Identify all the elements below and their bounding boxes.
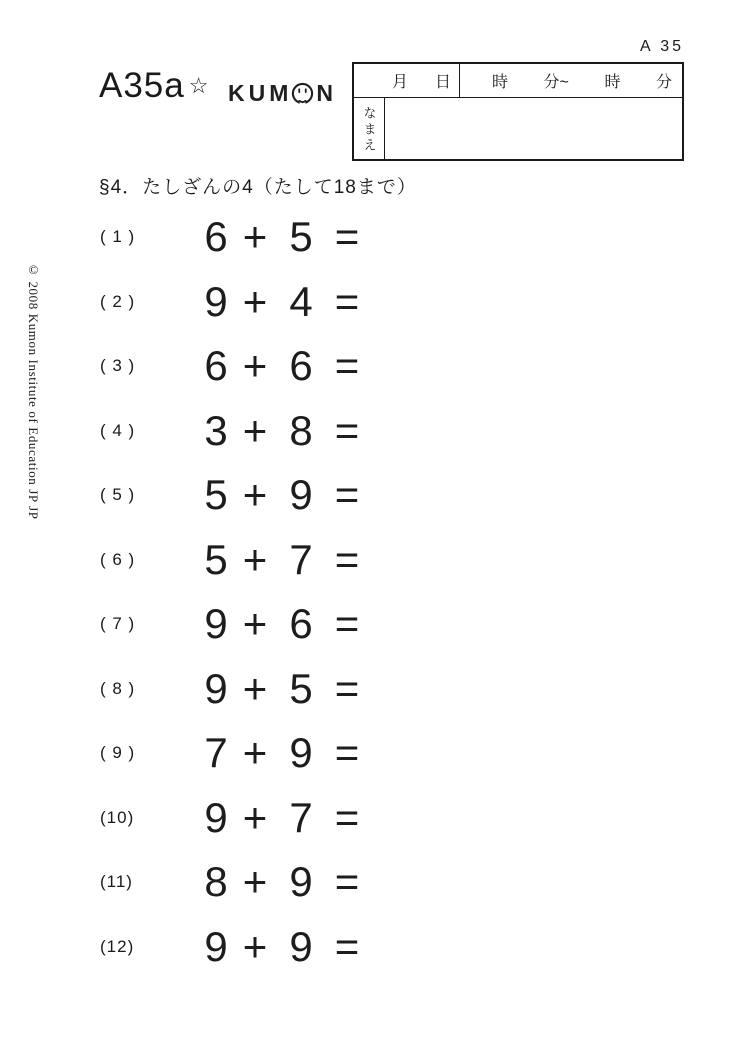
operand-1: 9 [204,600,228,648]
plus-operator: + [242,277,268,325]
plus-operator: + [242,922,268,970]
plus-operator: + [242,535,268,583]
operand-1: 9 [204,664,228,712]
operand-2: 6 [289,600,313,648]
problem-number-label: ( 9 ) [100,743,136,763]
problem-row [96,721,406,786]
operand-2: 7 [289,535,313,583]
plus-operator: + [242,600,268,648]
operand-2: 5 [289,213,313,261]
kumon-face-icon [292,82,316,105]
logo-text-right: N [316,80,338,106]
equals-sign: = [334,600,360,648]
problem-row [96,334,406,399]
operand-2: 5 [289,664,313,712]
operand-1: 6 [204,342,228,390]
equals-sign: = [334,213,360,261]
section-title: §4．たしざんの4（たして18まで） [99,177,417,198]
start-hour-label: 時 [492,74,509,91]
operand-2: 4 [289,277,313,325]
start-minute-label: 分~ [543,74,569,91]
equals-sign: = [334,406,360,454]
equals-sign: = [334,858,360,906]
equals-sign: = [334,277,360,325]
problem-row [96,786,406,851]
name-row [354,98,682,159]
operand-1: 5 [204,471,228,519]
problem-number-label: ( 4 ) [100,420,136,440]
problem-row [96,657,406,722]
end-minute-label: 分 [655,74,672,91]
equals-sign: = [334,664,360,712]
date-cell [354,64,460,97]
date-name-table [352,62,684,161]
problem-row [96,915,406,980]
worksheet-code [99,66,209,106]
page-number: A 35 [639,38,684,55]
operand-2: 9 [289,922,313,970]
operand-2: 8 [289,406,313,454]
date-time-row [354,64,682,98]
end-hour-label: 時 [604,74,621,91]
problem-number-label: ( 8 ) [100,678,136,698]
problem-row [96,528,406,593]
plus-operator: + [242,213,268,261]
problem-row [96,463,406,528]
time-cell [460,64,682,97]
operand-1: 9 [204,277,228,325]
operand-2: 9 [289,471,313,519]
problem-number-label: ( 5 ) [100,485,136,505]
problem-number-label: (12) [100,936,135,956]
operand-2: 9 [289,729,313,777]
day-label: 日 [434,74,451,91]
operand-1: 9 [204,793,228,841]
equals-sign: = [334,922,360,970]
problem-row [96,399,406,464]
problem-number-label: ( 6 ) [100,549,136,569]
equals-sign: = [334,342,360,390]
plus-operator: + [242,471,268,519]
problem-row [96,850,406,915]
equals-sign: = [334,793,360,841]
operand-1: 9 [204,922,228,970]
problem-number-label: ( 7 ) [100,614,136,634]
equals-sign: = [334,535,360,583]
copyright-notice: © 2008 Kumon Institute of Education JP JP [26,262,41,520]
problem-list [96,205,406,979]
problem-row [96,592,406,657]
problem-row [96,270,406,335]
operand-2: 9 [289,858,313,906]
plus-operator: + [242,793,268,841]
logo-text-left: KUM [228,80,293,106]
name-input-area [385,98,682,159]
plus-operator: + [242,664,268,712]
operand-2: 6 [289,342,313,390]
problem-number-label: ( 3 ) [100,356,136,376]
equals-sign: = [334,471,360,519]
name-label: なまえ [354,98,385,159]
plus-operator: + [242,729,268,777]
operand-2: 7 [289,793,313,841]
problem-number-label: ( 1 ) [100,227,136,247]
plus-operator: + [242,406,268,454]
problem-number-label: (10) [100,807,135,827]
problem-number-label: (11) [100,872,133,892]
operand-1: 3 [204,406,228,454]
operand-1: 5 [204,535,228,583]
plus-operator: + [242,858,268,906]
equals-sign: = [334,729,360,777]
problem-number-label: ( 2 ) [100,291,136,311]
operand-1: 6 [204,213,228,261]
worksheet-code-text: A35a [99,66,185,105]
plus-operator: + [242,342,268,390]
operand-1: 7 [204,729,228,777]
kumon-logo [228,80,337,107]
month-label: 月 [392,74,409,91]
star-icon: ☆ [188,73,210,98]
problem-row [96,205,406,270]
operand-1: 8 [204,858,228,906]
